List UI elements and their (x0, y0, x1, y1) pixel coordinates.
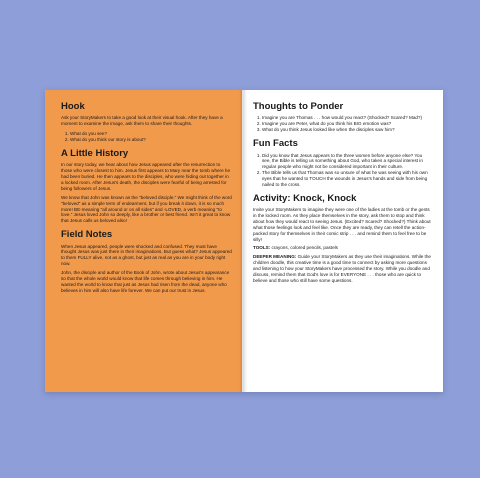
field-notes-paragraph: When Jesus appeared, people were shocked and confused. They must have thought Jesus was just there in their imaginations. But guess what? Jesus appeared to them FULLY alive, not as a ghost, but just as real as you are in your body right now. (61, 243, 232, 267)
ponder-section (253, 102, 431, 133)
tools-text: crayons, colored pencils, pastels (270, 245, 338, 251)
hook-intro: Ask your StoryMakers to take a good look at their visual hook. After they have a moment to examine the image, ask them to share their thoughts. (61, 115, 223, 127)
ponder-question: 2. Imagine you are Peter, what do you think his BIG emotion was? (262, 121, 431, 127)
tools-label: TOOLS: (253, 245, 271, 251)
activity-section (253, 194, 431, 284)
right-page (242, 90, 443, 392)
left-page (45, 90, 242, 392)
open-booklet (45, 90, 443, 392)
field-notes-heading: Field Notes (61, 229, 113, 241)
history-heading: A Little History (61, 147, 129, 159)
hook-question: 1. What do you see? (70, 131, 232, 137)
fun-facts-heading: Fun Facts (253, 138, 298, 150)
deeper-meaning-text: Guide your StoryMakers as they use their imaginations. While the children doodle, this creative time is a good time to connect by asking more questions and listening to how your StoryMakers have processed the story. While you doodle and discuss, remind them that God's love is for EVERYONE . . . those who are quick to believe and those who still have some questions. (253, 254, 431, 283)
deeper-meaning-paragraph (253, 254, 431, 283)
deeper-meaning-label: DEEPER MEANING: (253, 254, 297, 260)
tools-paragraph (253, 245, 431, 251)
hook-heading: Hook (61, 101, 85, 112)
field-notes-paragraph: John, the disciple and author of the Book of John, wrote about Jesus's appearance so that the whole world would know that life comes through believing in him. He wanted the world to know that just as Jesus had risen from the dead, anyone who believes in him will also have life forever. We can put our trust in Jesus. (61, 270, 230, 293)
fun-fact: 1. Did you know that Jesus appears to the three women before anyone else? You see, the Bible is telling us something about God, who takes a special interest in regular people who might not be considered important in their culture. (262, 153, 431, 171)
history-section (61, 149, 232, 224)
ponder-heading: Thoughts to Ponder (253, 101, 344, 112)
fun-fact: 2. The Bible tells us that Thomas was so unsure of what he was seeing with his own eyes that he wanted to TOUCH the wounds in Jesus's hands and side from being nailed to the cross. (262, 170, 431, 188)
hook-questions (61, 131, 232, 143)
fun-facts-list (253, 153, 431, 188)
hook-question: 2. What do you think our story is about? (70, 137, 232, 143)
ponder-question: 3. What do you think Jesus looked like when the disciples saw him? (262, 127, 431, 133)
field-notes-section (61, 230, 232, 293)
activity-paragraph: Invite your StoryMakers to imagine they were one of the ladies at the tomb or the gents in the locked room. As they place themselves in the story, ask them to stop and think about how they would react to seeing Jesus. (Excited? Scared? Shocked?) Think about what those feelings look and feel like. Once they are ready, they can retell the action-packed story for themselves in their comic strip . . . and remind them to feel free to be silly! (253, 207, 431, 242)
fun-facts-section (253, 139, 431, 188)
ponder-question: 1. Imagine you are Thomas . . . how would you react? (Shocked? Scared? Mad?) (262, 115, 431, 121)
hook-section (61, 102, 232, 143)
activity-heading: Activity: Knock, Knock (253, 192, 357, 204)
ponder-questions (253, 115, 431, 133)
history-paragraph: In our story today, we hear about how Jesus appeared after the resurrection to those who were closest to him. Jesus first appears to Mary near the tomb where he had been buried. He then appears to the disciples, who were hiding out together in a locked room. After Jesus's death, the disciples were fearful of being arrested for being followers of Jesus. (61, 162, 231, 191)
history-paragraph: We know that John was known as the "beloved disciple." We might think of the word "beloved" as a simple term of endearment, but if you break it down, it is so much more! BE-meaning "all around or on all sides" and -LOVED, a verb meaning "to love." Jesus loved John so deeply, like a brother or best friend. Isn't it great to know that Jesus calls us beloved also! (61, 194, 232, 224)
